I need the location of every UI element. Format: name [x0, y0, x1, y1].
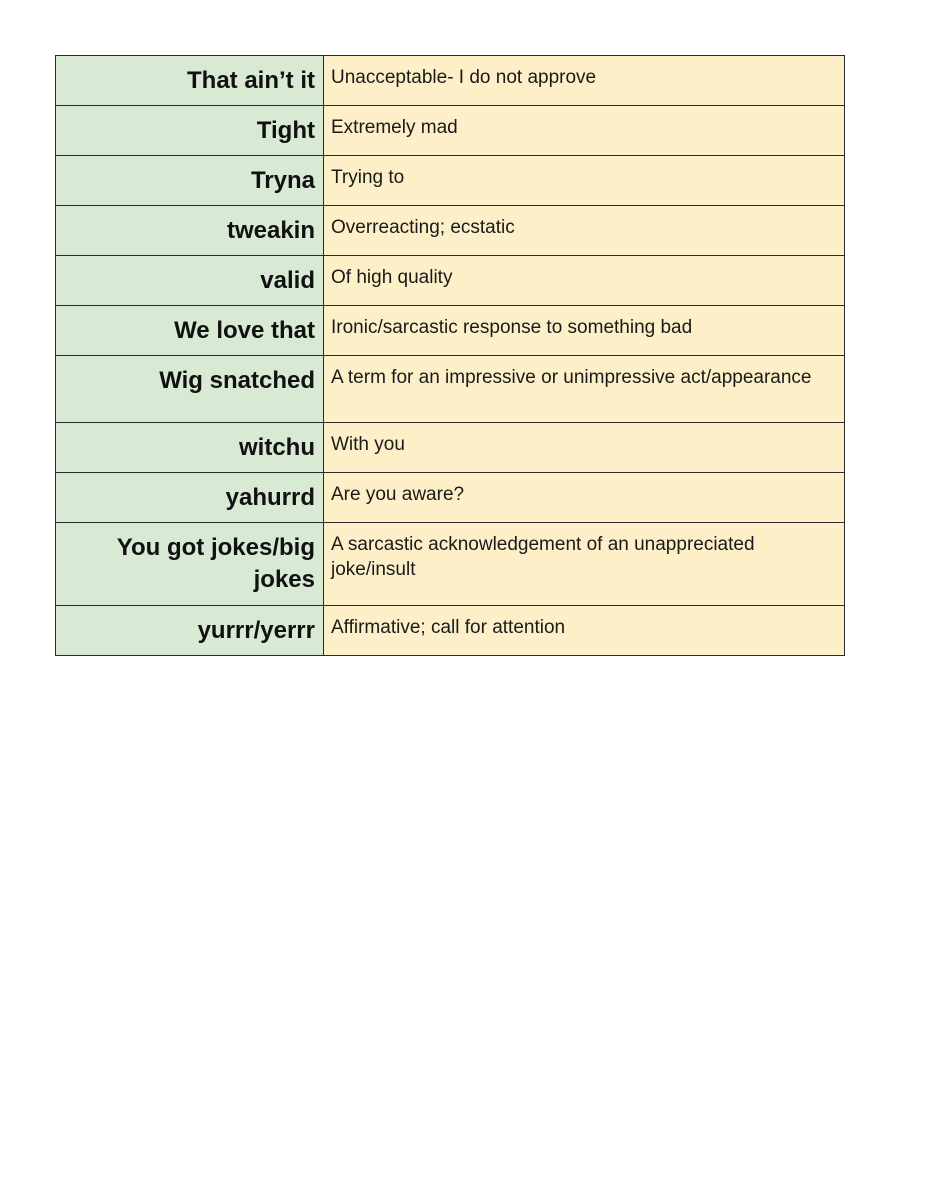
glossary-term: That ain’t it [56, 56, 324, 106]
glossary-definition: Trying to [324, 156, 845, 206]
glossary-definition: With you [324, 423, 845, 473]
glossary-term: valid [56, 256, 324, 306]
glossary-definition: A sarcastic acknowledgement of an unappreciated joke/insult [324, 523, 845, 606]
glossary-term: yahurrd [56, 473, 324, 523]
glossary-term: yurrr/yerrr [56, 606, 324, 656]
glossary-row [56, 356, 845, 423]
glossary-term: Tryna [56, 156, 324, 206]
glossary-row [56, 106, 845, 156]
glossary-row [56, 306, 845, 356]
glossary-row [56, 523, 845, 606]
glossary-row [56, 156, 845, 206]
glossary-definition: Extremely mad [324, 106, 845, 156]
glossary-definition: Unacceptable- I do not approve [324, 56, 845, 106]
glossary-definition: A term for an impressive or unimpressive act/appearance [324, 356, 845, 423]
glossary-definition: Ironic/sarcastic response to something bad [324, 306, 845, 356]
glossary-row [56, 256, 845, 306]
glossary-term: You got jokes/big jokes [56, 523, 324, 606]
glossary-definition: Of high quality [324, 256, 845, 306]
slang-glossary-table [55, 55, 845, 656]
glossary-term: tweakin [56, 206, 324, 256]
glossary-term: We love that [56, 306, 324, 356]
glossary-term: Tight [56, 106, 324, 156]
glossary-row [56, 606, 845, 656]
glossary-definition: Overreacting; ecstatic [324, 206, 845, 256]
glossary-row [56, 206, 845, 256]
glossary-definition: Are you aware? [324, 473, 845, 523]
glossary-row [56, 56, 845, 106]
glossary-row [56, 423, 845, 473]
glossary-term: witchu [56, 423, 324, 473]
glossary-definition: Affirmative; call for attention [324, 606, 845, 656]
glossary-term: Wig snatched [56, 356, 324, 423]
glossary-row [56, 473, 845, 523]
